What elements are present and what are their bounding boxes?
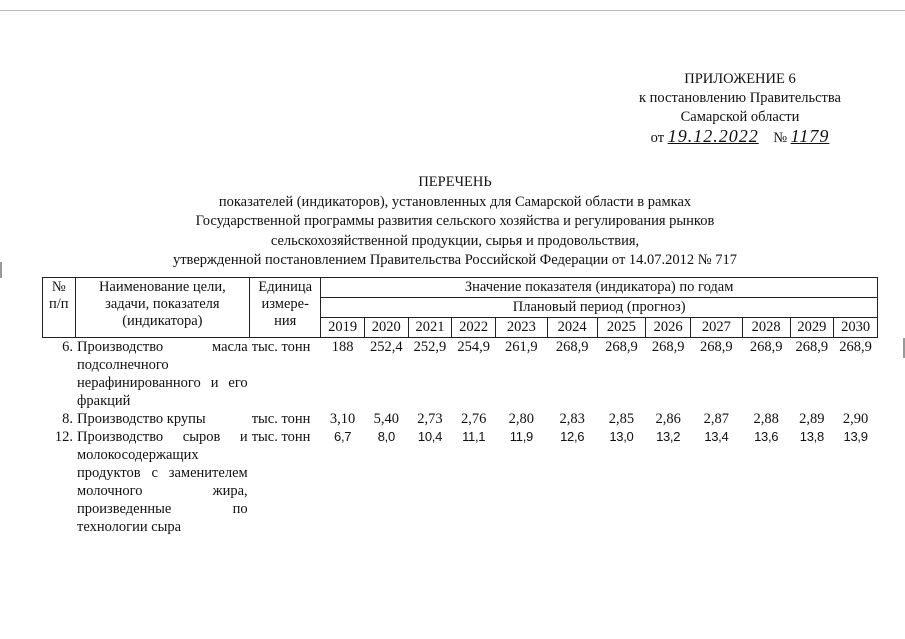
row-name: Производство сыров и молокосодержащих продуктов с заменителем молочного жира, произведенные по технологии сыра [77,429,248,535]
row-value: 2,85 [608,411,635,427]
row-value: 2,90 [842,411,869,427]
row-unit: тыс. тонн [251,429,311,445]
header-name: Наименование цели, задачи, показателя (индикатора) [75,278,250,338]
row-value: 2,86 [655,411,681,427]
row-value: 268,9 [651,339,685,355]
header-unit: Единица измере-ния [250,278,321,338]
handwritten-number: 1179 [790,126,830,146]
row-value: 2,87 [703,411,730,427]
row-value: 261,9 [505,339,538,355]
appendix-line: к постановлению Правительства [639,90,841,106]
row-number: 8. [62,411,73,427]
row-value: 268,9 [749,339,783,355]
heading-line: Государственной программы развития сельского хозяйства и регулирования рынков [195,213,715,229]
row-value: 10,4 [417,429,443,444]
indicators-table [42,277,878,536]
header-year: 2026 [646,318,691,338]
row-value: 268,9 [605,339,638,355]
number-prefix: № [773,130,788,146]
heading-title: ПЕРЕЧЕНЬ [418,174,492,190]
heading-line: сельскохозяйственной продукции, сырья и продовольствия, [270,232,640,249]
date-prefix: от [650,130,665,146]
header-year: 2019 [321,318,365,338]
heading-line: показателей (индикаторов), установленных для Самарской области в рамках [218,193,692,210]
row-unit: тыс. тонн [251,339,311,355]
header-year: 2021 [408,318,452,338]
header-year: 2027 [690,318,742,338]
row-value: 268,9 [795,339,829,355]
header-year: 2022 [452,318,496,338]
page-top-edge [0,0,905,11]
row-value: 2,83 [559,411,585,427]
header-plan-period: Плановый период (прогноз) [321,298,878,318]
header-year: 2025 [597,318,646,338]
header-year: 2020 [364,318,408,338]
table-row [43,428,878,536]
row-value: 13,6 [754,429,779,444]
row-value: 13,9 [843,429,868,444]
row-value: 13,8 [799,429,824,444]
row-value: 12,6 [560,429,585,444]
row-value: 2,88 [753,411,779,427]
row-value: 268,9 [700,339,733,355]
handwritten-date: 19.12.2022 [667,126,759,146]
heading-line: утвержденной постановлением Правительства Российской Федерации от 14.07.2012 № 717 [172,252,738,268]
row-value: 2,89 [799,411,825,427]
appendix-line: Самарской области [680,109,800,125]
header-no: № п/п [43,278,76,338]
row-value: 268,9 [839,339,872,355]
row-value: 5,40 [373,411,399,427]
row-value: 254,9 [457,339,490,355]
appendix-title: ПРИЛОЖЕНИЕ 6 [684,71,796,87]
row-value: 2,73 [417,411,443,427]
appendix-date-row [620,127,860,148]
scan-edge-mark [0,262,2,278]
header-year: 2028 [742,318,790,338]
row-unit: тыс. тонн [251,411,311,427]
row-value: 11,1 [462,429,486,444]
row-value: 2,76 [460,411,487,427]
row-number: 6. [62,339,73,355]
row-value: 8,0 [377,429,395,444]
row-number: 12. [54,429,73,445]
row-value: 3,10 [329,411,356,427]
row-value: 11,9 [509,429,533,444]
row-name: Производство масла подсолнечного нерафинированного и его фракций [77,339,248,409]
header-values: Значение показателя (индикатора) по годам [321,278,878,298]
row-value: 13,2 [656,429,681,444]
row-value: 188 [331,339,354,355]
header-year: 2023 [495,318,547,338]
row-value: 2,80 [508,411,535,427]
table-row [43,410,878,428]
document-heading [130,173,780,271]
row-value: 268,9 [555,339,589,355]
row-value: 252,9 [413,339,447,355]
header-year: 2030 [834,318,878,338]
row-name: Производство крупы [77,411,206,427]
row-value: 6,7 [334,429,352,444]
table-row [43,338,878,411]
header-year: 2024 [547,318,597,338]
header-year: 2029 [790,318,834,338]
row-value: 13,0 [609,429,634,444]
row-value: 252,4 [369,339,403,355]
appendix-block [620,70,860,148]
row-value: 13,4 [704,429,729,444]
